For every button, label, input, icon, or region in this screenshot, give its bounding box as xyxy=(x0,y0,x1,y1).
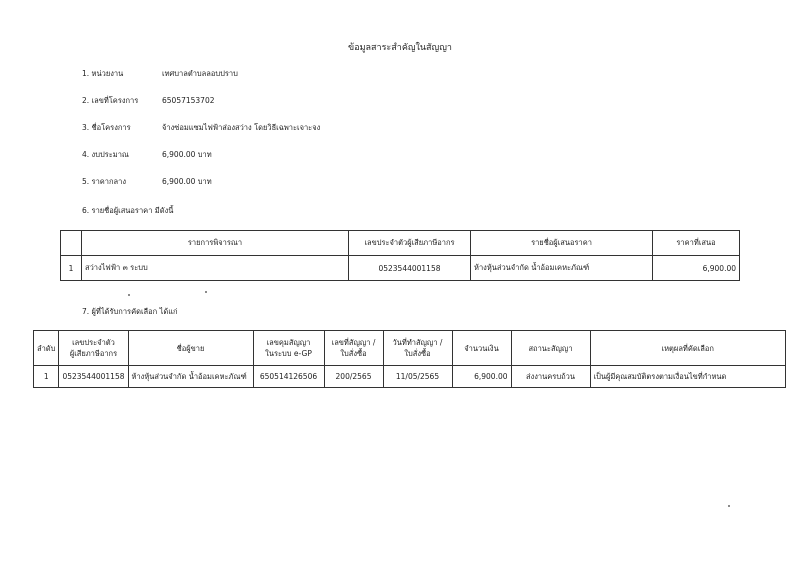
table-header-row xyxy=(34,331,786,366)
info-value: 65057153702 xyxy=(162,96,215,105)
table-header-cell xyxy=(253,331,324,366)
table-header-cell: รายชื่อผู้เสนอราคา xyxy=(471,231,653,256)
table-cell: 200/2565 xyxy=(324,366,383,388)
table-cell: 650514126506 xyxy=(253,366,324,388)
selected-vendor-table xyxy=(33,330,786,388)
table-cell: 0523544001158 xyxy=(59,366,128,388)
info-value: 6,900.00 บาท xyxy=(162,177,212,186)
info-label: 2. เลขที่โครงการ xyxy=(82,96,139,105)
header-text: วันที่ทำสัญญา / xyxy=(392,338,443,347)
table-header-cell xyxy=(511,331,590,366)
table-cell: 6,900.00 xyxy=(653,256,740,281)
header-text: เลขที่สัญญา / xyxy=(331,338,376,347)
table-header-cell xyxy=(452,331,511,366)
header-text: ในระบบ e-GP xyxy=(265,349,312,358)
table-header-cell xyxy=(324,331,383,366)
table-row xyxy=(34,366,786,388)
info-value: จ้างซ่อมแซมไฟฟ้าส่องสว่าง โดยวิธีเฉพาะเจาะจง xyxy=(162,123,321,132)
scan-speck xyxy=(205,291,207,293)
scan-speck xyxy=(128,294,130,296)
table-cell: 0523544001158 xyxy=(349,256,471,281)
table-header-cell xyxy=(61,231,82,256)
section-selected-heading: 7. ผู้ที่ได้รับการคัดเลือก ได้แก่ xyxy=(82,307,178,316)
table-header-row xyxy=(61,231,740,256)
header-text: เลขคุมสัญญา xyxy=(266,338,311,347)
section-bidders-heading: 6. รายชื่อผู้เสนอราคา มีดังนี้ xyxy=(82,206,174,215)
table-cell: ห้างหุ้นส่วนจำกัด น้ำอ้อมเคหะภัณฑ์ xyxy=(471,256,653,281)
table-row xyxy=(61,256,740,281)
table-header-cell xyxy=(59,331,128,366)
info-value: เทศบาลตำบลลอบปราบ xyxy=(162,69,238,78)
table-header-cell: รายการพิจารณา xyxy=(82,231,349,256)
header-text: จำนวนเงิน xyxy=(464,343,499,353)
table-header-cell xyxy=(128,331,253,366)
table-header-cell: เลขประจำตัวผู้เสียภาษีอากร xyxy=(349,231,471,256)
table-cell: 1 xyxy=(61,256,82,281)
table-cell: เป็นผู้มีคุณสมบัติตรงตามเงื่อนไขที่กำหนด xyxy=(590,366,786,388)
header-text: ชื่อผู้ขาย xyxy=(176,343,205,353)
info-label: 1. หน่วยงาน xyxy=(82,69,124,78)
table-cell: 11/05/2565 xyxy=(383,366,452,388)
scan-speck xyxy=(728,505,730,507)
table-cell: 6,900.00 xyxy=(452,366,511,388)
header-text: เลขประจำตัว xyxy=(72,338,115,347)
table-header-cell xyxy=(383,331,452,366)
info-label: 5. ราคากลาง xyxy=(82,177,127,186)
header-text: สถานะสัญญา xyxy=(528,343,573,353)
document-title: ข้อมูลสาระสำคัญในสัญญา xyxy=(348,43,452,53)
info-value: 6,900.00 บาท xyxy=(162,150,212,159)
header-text: ใบสั่งซื้อ xyxy=(340,349,367,358)
header-text: ใบสั่งซื้อ xyxy=(404,349,431,358)
header-text: เหตุผลที่คัดเลือก xyxy=(661,343,714,353)
table-cell: สว่างไฟฟ้า ๓ ระบบ xyxy=(82,256,349,281)
bidders-table xyxy=(60,230,740,281)
table-cell: ห้างหุ้นส่วนจำกัด น้ำอ้อมเคหะภัณฑ์ xyxy=(128,366,253,388)
header-text: ลำดับ xyxy=(37,343,56,353)
info-label: 3. ชื่อโครงการ xyxy=(82,123,131,132)
table-cell: ส่งงานครบถ้วน xyxy=(511,366,590,388)
header-text: ผู้เสียภาษีอากร xyxy=(69,349,118,358)
table-cell: 1 xyxy=(34,366,59,388)
table-header-cell: ราคาที่เสนอ xyxy=(653,231,740,256)
table-header-cell xyxy=(34,331,59,366)
table-header-cell xyxy=(590,331,786,366)
info-label: 4. งบประมาณ xyxy=(82,150,129,159)
